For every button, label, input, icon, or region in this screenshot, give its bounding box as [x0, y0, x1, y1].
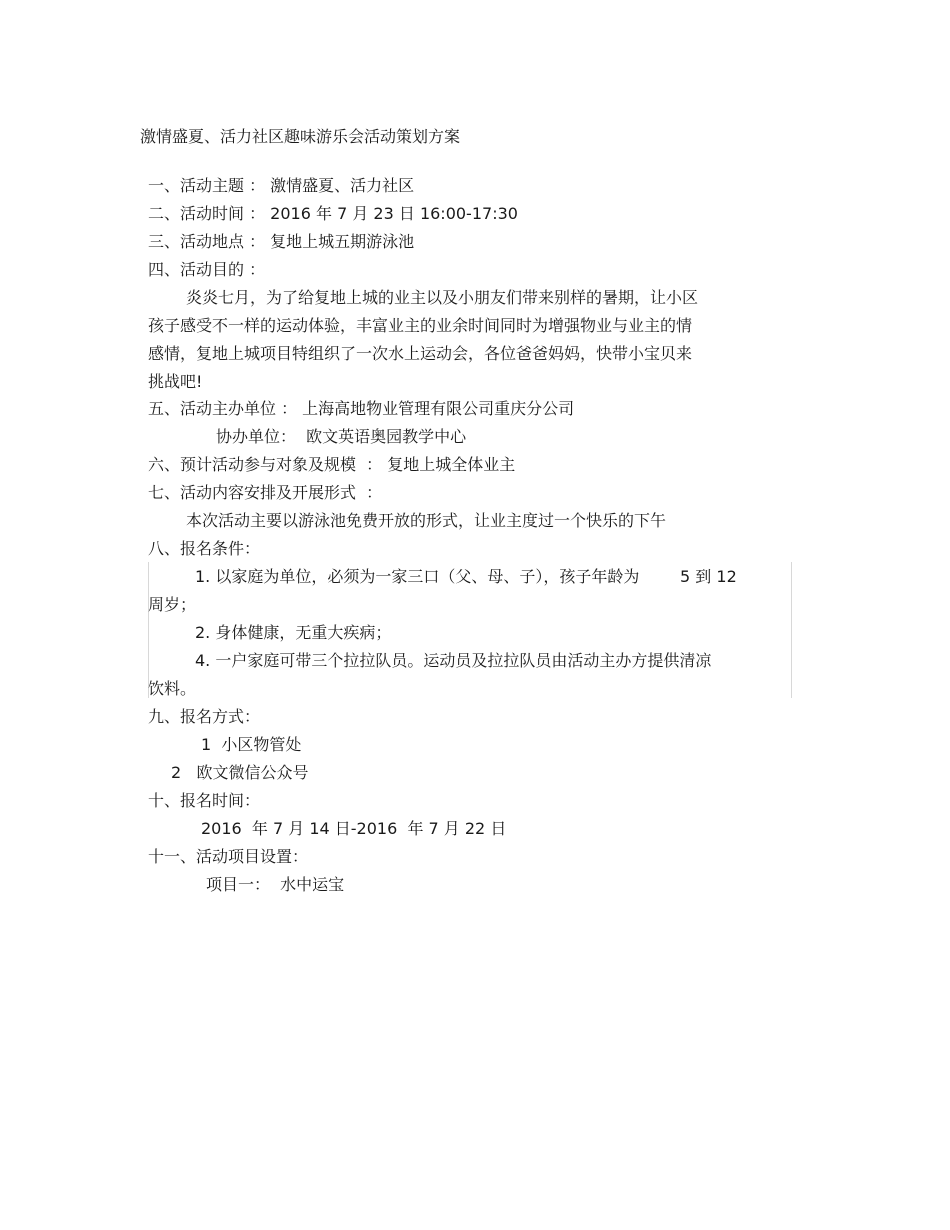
condition-item-1-continued: 周岁；	[148, 595, 197, 614]
registration-method-2: 2 欧文微信公众号	[171, 763, 309, 782]
section-theme: 一、活动主题 ： 激情盛夏、活力社区	[148, 176, 415, 195]
section-registration-time: 十、报名时间：	[148, 791, 261, 810]
condition-item-2: 2. 身体健康，无重大疾病；	[195, 623, 392, 642]
section-content-heading: 七、活动内容安排及开展形式 ：	[148, 483, 383, 502]
section-purpose-heading: 四、活动目的 ：	[148, 260, 266, 279]
condition-box-right-rule	[791, 562, 792, 698]
section-participants: 六、预计活动参与对象及规模 ： 复地上城全体业主	[148, 455, 516, 474]
section-registration-conditions: 八、报名条件：	[148, 539, 261, 558]
condition-box-left-rule	[148, 562, 149, 698]
registration-date-range: 2016 年 7 月 14 日-2016 年 7 月 22 日	[201, 819, 507, 838]
condition-item-1: 1. 以家庭为单位，必须为一家三口（父、母、子），孩子年龄为 5 到 12	[195, 567, 737, 586]
section-location: 三、活动地点 ： 复地上城五期游泳池	[148, 232, 415, 251]
document-title: 激情盛夏、活力社区趣味游乐会活动策划方案	[140, 127, 461, 146]
co-organizer-line: 协办单位： 欧文英语奥园教学中心	[216, 427, 467, 446]
registration-method-1: 1 小区物管处	[201, 735, 302, 754]
section-event-items: 十一、活动项目设置：	[148, 847, 309, 866]
section-time: 二、活动时间 ： 2016 年 7 月 23 日 16:00-17:30	[148, 204, 518, 223]
purpose-paragraph-line: 挑战吧!	[148, 372, 203, 391]
section-organizer: 五、活动主办单位 ： 上海高地物业管理有限公司重庆分公司	[148, 399, 575, 418]
purpose-paragraph-line: 感情，复地上城项目特组织了一次水上运动会，各位爸爸妈妈，快带小宝贝来	[148, 344, 693, 363]
event-item-1: 项目一： 水中运宝	[206, 875, 345, 894]
section-registration-method: 九、报名方式：	[148, 707, 261, 726]
content-paragraph: 本次活动主要以游泳池免费开放的形式，让业主度过一个快乐的下午	[186, 511, 667, 530]
purpose-paragraph-line: 孩子感受不一样的运动体验，丰富业主的业余时间同时为增强物业与业主的情	[148, 316, 693, 335]
condition-item-4: 4. 一户家庭可带三个拉拉队员。运动员及拉拉队员由活动主办方提供清凉	[195, 651, 712, 670]
purpose-paragraph-line: 炎炎七月，为了给复地上城的业主以及小朋友们带来别样的暑期，让小区	[186, 288, 699, 307]
condition-item-4-continued: 饮料。	[148, 679, 197, 698]
